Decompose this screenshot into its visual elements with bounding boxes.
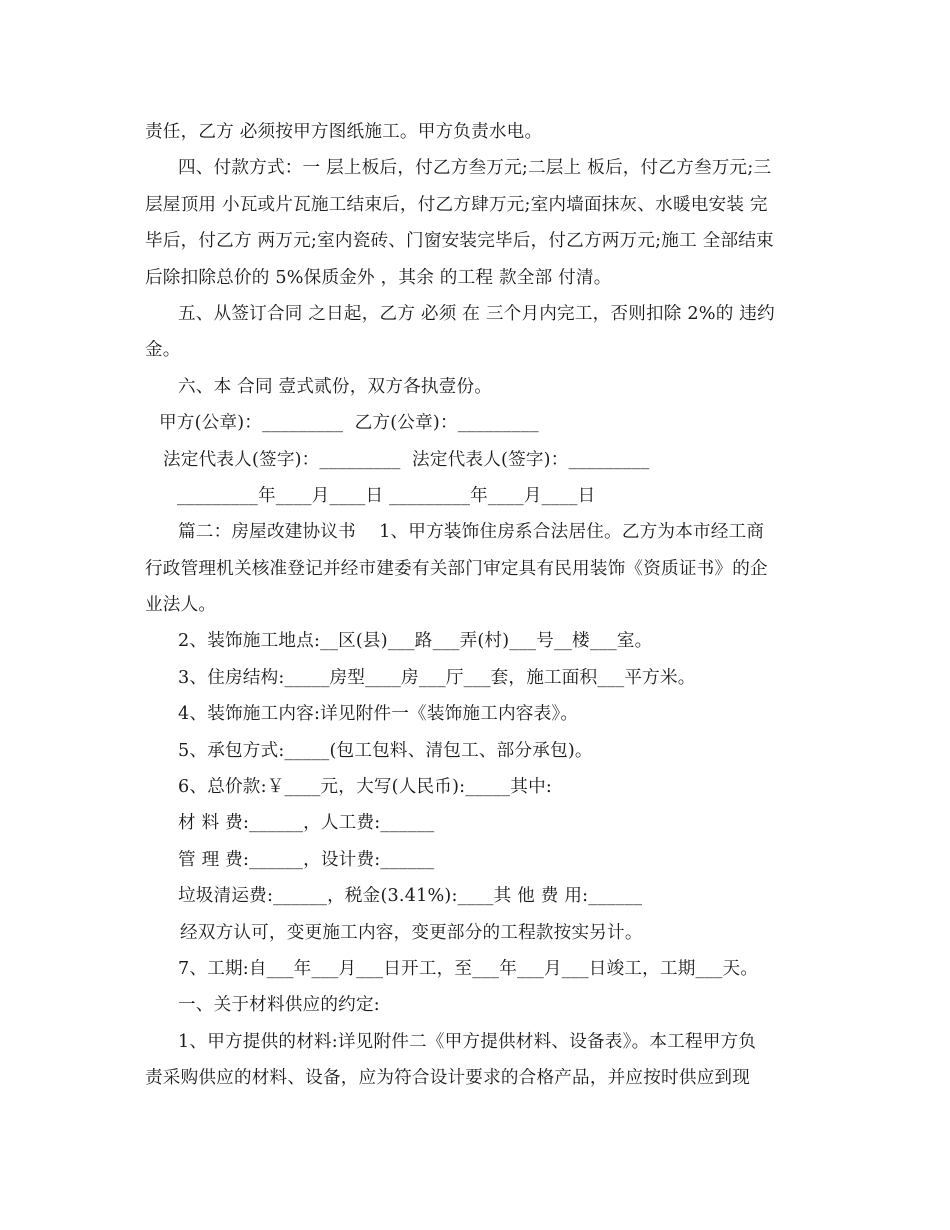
text-line-6: 五、从签订合同 之日起，乙方 必须 在 三个月内完工，否则扣除 2%的 违约 bbox=[178, 303, 775, 324]
clause-structure-line: 3、住房结构:_____房型____房___厅___套，施工面积___平方米。 bbox=[178, 667, 696, 688]
fee-management-design-line: 管 理 费:______，设计费:______ bbox=[178, 849, 435, 870]
text-line-27: 责采购供应的材料、设备，应为符合设计要求的合格产品，并应按时供应到现 bbox=[145, 1068, 750, 1089]
document-body bbox=[145, 114, 805, 1097]
section-heading-line: 篇二：房屋改建协议书 1、甲方装饰住房系合法居住。乙方为本市经工商 bbox=[178, 522, 765, 543]
text-line-26: 1、甲方提供的材料:详见附件二《甲方提供材料、设备表》。本工程甲方负 bbox=[178, 1031, 757, 1052]
text-line-1: 责任，乙方 必须按甲方图纸施工。甲方负责水电。 bbox=[145, 122, 543, 142]
signature-representative-line: 法定代表人(签字)：_________ 法定代表人(签字)：_________ bbox=[163, 449, 650, 470]
clause-total-price-line: 6、总价款:￥____元，大写(人民币):_____其中: bbox=[178, 777, 552, 798]
clause-duration-line: 7、工期:自___年___月___日开工，至___年___月___日竣工，工期___天。 bbox=[178, 958, 759, 979]
text-line-14: 业法人。 bbox=[145, 595, 217, 616]
clause-content-line: 4、装饰施工内容:详见附件一《装饰施工内容表》。 bbox=[178, 704, 579, 725]
clause-contract-method-line: 5、承包方式:_____(包工包料、清包工、部分承包)。 bbox=[178, 740, 593, 761]
text-line-2: 四、付款方式：一 层上板后，付乙方叁万元;二层上 板后，付乙方叁万元;三 bbox=[178, 158, 772, 179]
signature-date-line: _________年____月____日 _________年____月____日 bbox=[177, 485, 596, 506]
text-line-7: 金。 bbox=[145, 340, 181, 361]
clause-location-line: 2、装饰施工地点:__区(县)___路___弄(村)___号__楼___室。 bbox=[178, 631, 653, 652]
text-line-13: 行政管理机关核准登记并经市建委有关部门审定具有民用装饰《资质证书》的企 bbox=[145, 558, 768, 579]
fee-material-labor-line: 材 料 费:______，人工费:______ bbox=[178, 813, 435, 834]
fee-garbage-tax-line: 垃圾清运费:______，税金(3.41%):____其 他 费 用:______ bbox=[178, 886, 643, 907]
text-line-4: 毕后，付乙方 两万元;室内瓷砖、门窗安装完毕后，付乙方两万元;施工 全部结束 bbox=[145, 231, 774, 252]
change-agreement-line: 经双方认可，变更施工内容，变更部分的工程款按实另计。 bbox=[180, 922, 643, 943]
signature-seal-line: 甲方(公章)：_________ 乙方(公章)：_________ bbox=[159, 413, 539, 434]
text-line-5: 后除扣除总价的 5%保质金外 ，其余 的工程 款全部 付清。 bbox=[145, 267, 612, 288]
material-supply-heading: 一、关于材料供应的约定: bbox=[178, 995, 380, 1016]
text-line-3: 层屋顶用 小瓦或片瓦施工结束后，付乙方肆万元;室内墙面抹灰、水暖电安装 完 bbox=[145, 194, 768, 215]
text-line-8: 六、本 合同 壹式贰份，双方各执壹份。 bbox=[178, 376, 493, 397]
